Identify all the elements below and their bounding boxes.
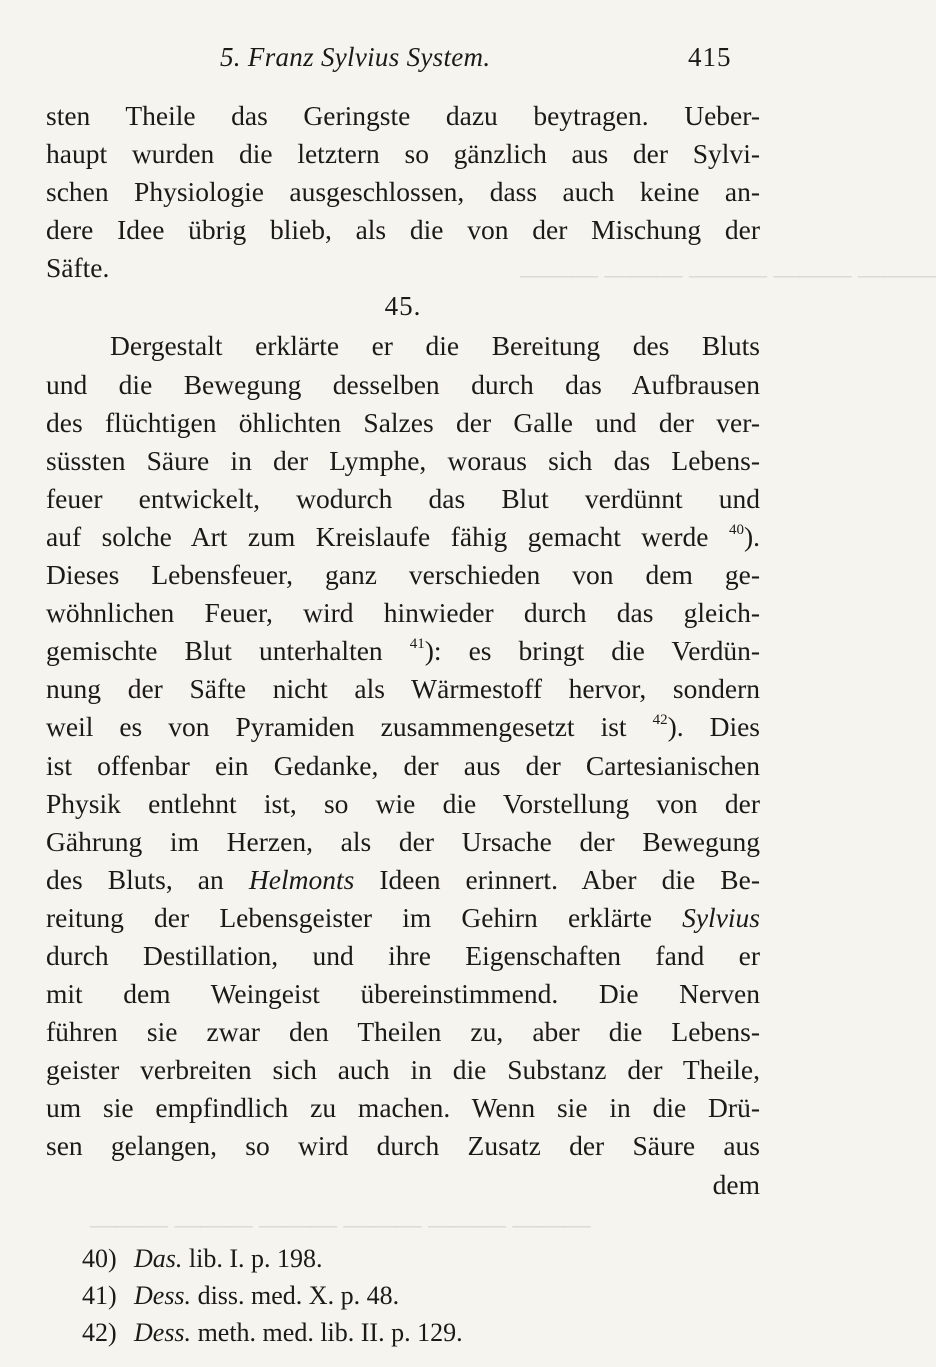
text-segment: ).: [743, 520, 760, 552]
footnote-number: 41): [82, 1281, 117, 1310]
text-segment: ): es bringt die Verdün-: [424, 635, 761, 667]
page-number: 415: [688, 42, 732, 72]
footnote-abbr: Dess.: [134, 1318, 192, 1347]
bleed-through-text: ——— ——— ——— ——— ——— ———: [90, 1210, 591, 1239]
person-name: Helmonts: [248, 863, 355, 895]
text-line: haupt wurden die letztern so gänzlich aus der Sylvi-: [46, 138, 760, 170]
text-segment: ). Dies: [667, 711, 760, 743]
footnote-text: diss. med. X. p. 48.: [191, 1281, 400, 1310]
text-line: [46, 708, 760, 746]
text-line: ist offenbar ein Gedanke, der aus der Cartesianischen: [46, 749, 760, 781]
text-line: Gährung im Herzen, als der Ursache der Bewegung: [46, 825, 760, 857]
footnote-42: [82, 1314, 702, 1351]
footnote-41: [82, 1277, 702, 1314]
text-line: Dieses Lebensfeuer, ganz verschieden von dem ge-: [46, 559, 760, 591]
page-header: [0, 38, 800, 78]
text-line: geister verbreiten sich auch in die Substanz der Theile,: [46, 1054, 760, 1086]
footnote-number: 42): [82, 1318, 117, 1347]
footnotes: [82, 1240, 702, 1351]
text-line: feuer entwickelt, wodurch das Blut verdünnt und: [46, 482, 760, 514]
text-line: um sie empfindlich zu machen. Wenn sie in die Drü-: [46, 1092, 760, 1124]
body-text: [46, 97, 760, 1204]
text-segment: weil es von Pyramiden zusammengesetzt ist: [46, 711, 627, 743]
text-line: des flüchtigen öhlichten Salzes der Galle und der ver-: [46, 406, 760, 438]
running-head: 5. Franz Sylvius System.: [220, 42, 491, 72]
text-segment: Ideen erinnert. Aber die Be-: [354, 863, 760, 895]
footnote-ref[interactable]: 42: [652, 712, 668, 729]
text-line: Physik entlehnt ist, so wie die Vorstellung von der: [46, 787, 760, 819]
text-line: und die Bewegung desselben durch das Aufbrausen: [46, 368, 760, 400]
text-line: Säfte.: [46, 252, 110, 284]
bleed-through-text: ——— ——— ——— ——— ———: [520, 260, 936, 289]
text-line: [46, 861, 760, 899]
footnote-number: 40): [82, 1244, 117, 1273]
person-name: Sylvius: [682, 901, 760, 933]
text-segment: auf solche Art zum Kreislaufe fähig gemacht werde: [46, 520, 709, 552]
footnote-text: meth. med. lib. II. p. 129.: [191, 1318, 463, 1347]
text-line: sten Theile das Geringste dazu beytragen. Ueber-: [46, 100, 760, 131]
text-line: süssten Säure in der Lymphe, woraus sich das Lebens-: [46, 444, 760, 476]
footnote-abbr: Dess.: [134, 1281, 192, 1310]
catchword: dem: [712, 1168, 760, 1200]
text-line: sen gelangen, so wird durch Zusatz der Säure aus: [46, 1130, 760, 1162]
text-line: durch Destillation, und ihre Eigenschaften fand er: [46, 939, 760, 971]
footnote-ref[interactable]: 40: [728, 521, 744, 538]
text-line: [46, 518, 760, 556]
section-number: 45.: [384, 291, 422, 322]
text-line: schen Physiologie ausgeschlossen, dass auch keine an-: [46, 176, 760, 208]
text-line: nung der Säfte nicht als Wärmestoff hervor, sondern: [46, 673, 760, 705]
footnote-text: lib. I. p. 198.: [182, 1244, 323, 1273]
footnote-ref[interactable]: 41: [409, 636, 425, 653]
text-segment: reitung der Lebensgeister im Gehirn erklärte: [46, 901, 652, 933]
text-line: wöhnlichen Feuer, wird hinwieder durch das gleich-: [46, 597, 760, 629]
text-line: dere Idee übrig blieb, als die von der Mischung der: [46, 214, 760, 246]
text-line: [46, 899, 760, 937]
footnote-40: [82, 1240, 702, 1277]
text-line: führen sie zwar den Theilen zu, aber die Lebens-: [46, 1016, 760, 1048]
text-line: [46, 632, 760, 670]
text-line: mit dem Weingeist übereinstimmend. Die Nerven: [46, 978, 760, 1010]
text-segment: des Bluts, an: [46, 863, 224, 895]
text-line: Dergestalt erklärte er die Bereitung des Bluts: [110, 330, 760, 362]
text-segment: gemischte Blut unterhalten: [46, 635, 383, 667]
footnote-abbr: Das.: [134, 1244, 183, 1273]
